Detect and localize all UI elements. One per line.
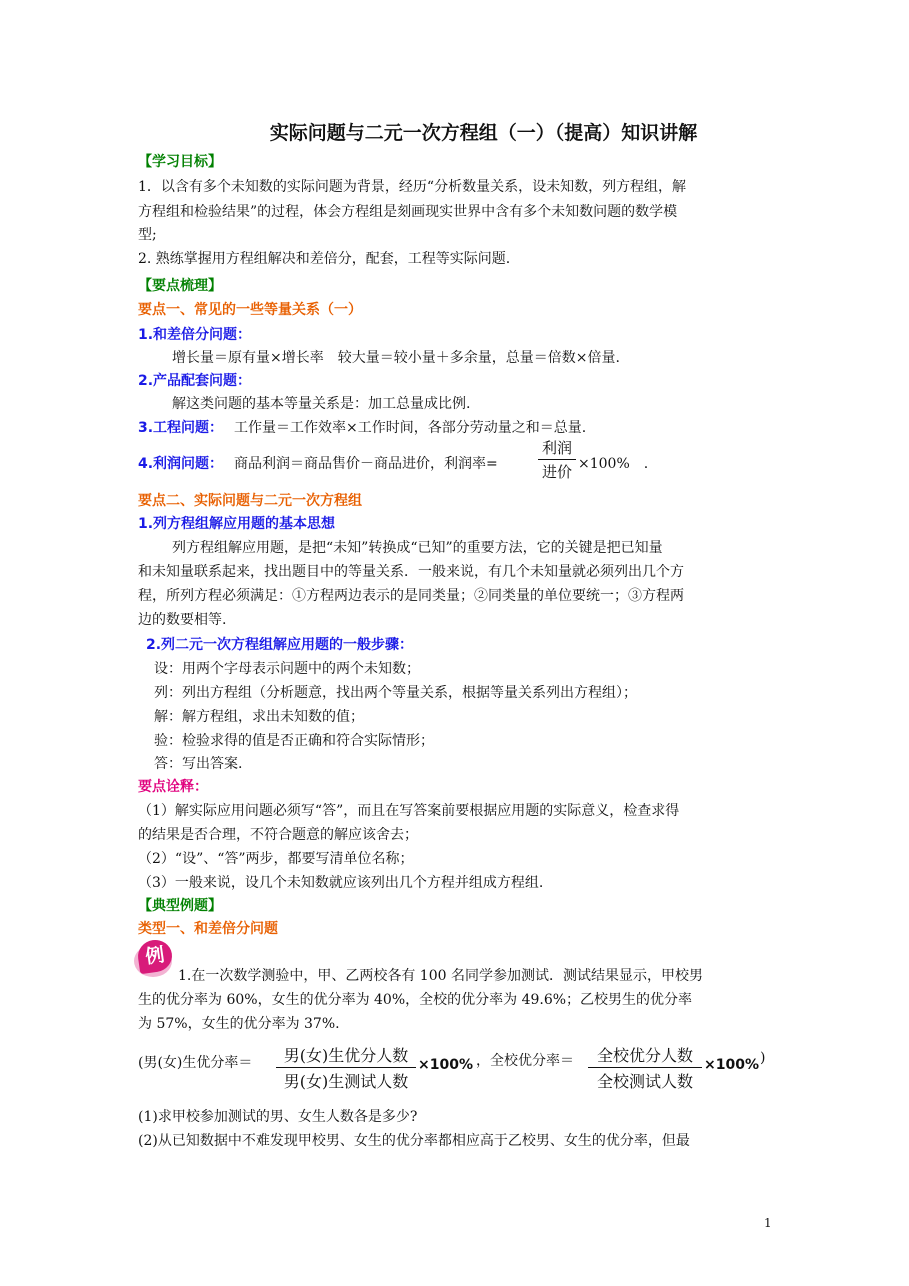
section-header-examples: 【典型例题】 bbox=[138, 898, 222, 914]
fraction-numerator: 利润 bbox=[541, 439, 572, 457]
formula-text: 工作量＝工作效率×工作时间，各部分劳动量之和＝总量. bbox=[234, 420, 587, 436]
example-line: 1.在一次数学测验中，甲、乙两校各有 100 名同学参加测试．测试结果显示，甲校男 bbox=[178, 968, 703, 984]
keypoint-title: 要点二、实际问题与二元一次方程组 bbox=[138, 493, 362, 509]
profit-rate-fraction bbox=[538, 437, 576, 482]
subsection-title: 3.工程问题： bbox=[138, 420, 224, 436]
step-item: 列：列出方程组（分析题意，找出两个等量关系，根据等量关系列出方程组）； bbox=[154, 685, 637, 701]
example-line: 生的优分率为 60%，女生的优分率为 40%，全校的优分率为 49.6%；乙校男生的优分率 bbox=[138, 992, 693, 1008]
goals-line: 型; bbox=[138, 227, 157, 243]
subsection-title: 2.产品配套问题： bbox=[138, 373, 252, 389]
section-header-keypoints: 【要点梳理】 bbox=[138, 278, 222, 294]
formula-text: 商品利润＝商品售价－商品进价，利润率= bbox=[234, 456, 498, 472]
fraction-bar bbox=[588, 1067, 702, 1068]
formula-tail: ×100% . bbox=[578, 456, 649, 472]
paragraph-line: 列方程组解应用题，是把“未知”转换成“已知”的重要方法，它的关键是把已知量 bbox=[172, 540, 663, 556]
school-rate-fraction bbox=[588, 1043, 702, 1092]
fraction-denominator: 进价 bbox=[541, 463, 572, 481]
note-line: （2）“设”、“答”两步，都要写清单位名称； bbox=[138, 851, 414, 867]
goals-line: 2. 熟练掌握用方程组解决和差倍分，配套，工程等实际问题. bbox=[138, 251, 511, 267]
page-number: 1 bbox=[764, 1216, 772, 1230]
subsection-title: 1.和差倍分问题： bbox=[138, 327, 252, 343]
notes-title: 要点诠释： bbox=[138, 779, 208, 795]
formula-lead: ，全校优分率＝ bbox=[476, 1053, 574, 1069]
fraction-bar bbox=[276, 1067, 416, 1068]
formula-text: 增长量＝原有量×增长率 较大量＝较小量＋多余量，总量＝倍数×倍量. bbox=[172, 350, 620, 366]
formula-percent: ×100% bbox=[418, 1057, 473, 1073]
goals-line: 1．以含有多个未知数的实际问题为背景，经历“分析数量关系，设未知数，列方程组，解 bbox=[138, 179, 687, 195]
question-line: (2)从已知数据中不难发现甲校男、女生的优分率都相应高于乙校男、女生的优分率，但最 bbox=[138, 1133, 690, 1149]
example-badge-icon: 例 bbox=[136, 938, 174, 974]
step-item: 答：写出答案. bbox=[154, 756, 243, 772]
step-item: 解：解方程组，求出未知数的值； bbox=[154, 709, 364, 725]
goals-line: 方程组和检验结果”的过程，体会方程组是刻画现实世界中含有多个未知数问题的数学模 bbox=[138, 204, 678, 220]
page-title: 实际问题与二元一次方程组（一）（提高）知识讲解 bbox=[269, 122, 698, 144]
example-line: 为 57%，女生的优分率为 37%. bbox=[138, 1016, 340, 1032]
boys-girls-rate-fraction bbox=[276, 1043, 416, 1092]
fraction-numerator: 全校优分人数 bbox=[596, 1046, 693, 1065]
step-item: 设：用两个字母表示问题中的两个未知数； bbox=[154, 661, 420, 677]
note-line: （1）解实际应用问题必须写“答”，而且在写答案前要根据应用题的实际意义，检查求得 bbox=[138, 803, 680, 819]
fraction-denominator: 全校测试人数 bbox=[596, 1072, 693, 1091]
subsection-title: 1.列方程组解应用题的基本思想 bbox=[138, 516, 336, 532]
subsection-title: 2.列二元一次方程组解应用题的一般步骤： bbox=[146, 637, 414, 653]
paragraph-line: 和未知量联系起来，找出题目中的等量关系．一般来说，有几个未知量就必须列出几个方 bbox=[138, 564, 684, 580]
formula-text: 解这类问题的基本等量关系是：加工总量成比例. bbox=[172, 396, 471, 412]
section-header-goals: 【学习目标】 bbox=[138, 154, 222, 170]
paragraph-line: 边的数要相等. bbox=[138, 612, 227, 628]
paragraph-line: 程，所列方程必须满足：①方程两边表示的是同类量；②同类量的单位要统一；③方程两 bbox=[138, 588, 684, 604]
fraction-denominator: 男(女)生测试人数 bbox=[283, 1072, 409, 1091]
step-item: 验：检验求得的值是否正确和符合实际情形； bbox=[154, 733, 434, 749]
formula-percent: ×100% bbox=[704, 1057, 759, 1073]
question-line: (1)求甲校参加测试的男、女生人数各是多少? bbox=[138, 1109, 418, 1125]
fraction-numerator: 男(女)生优分人数 bbox=[283, 1046, 409, 1065]
type-title: 类型一、和差倍分问题 bbox=[138, 921, 278, 937]
formula-tail: ) bbox=[760, 1050, 766, 1066]
note-line: （3）一般来说，设几个未知数就应该列出几个方程并组成方程组. bbox=[138, 875, 544, 891]
fraction-bar bbox=[538, 459, 576, 460]
subsection-title: 4.利润问题： bbox=[138, 456, 224, 472]
formula-lead: (男(女)生优分率＝ bbox=[138, 1055, 253, 1071]
keypoint-title: 要点一、常见的一些等量关系（一） bbox=[138, 302, 362, 318]
note-line: 的结果是否合理，不符合题意的解应该舍去； bbox=[138, 827, 418, 843]
